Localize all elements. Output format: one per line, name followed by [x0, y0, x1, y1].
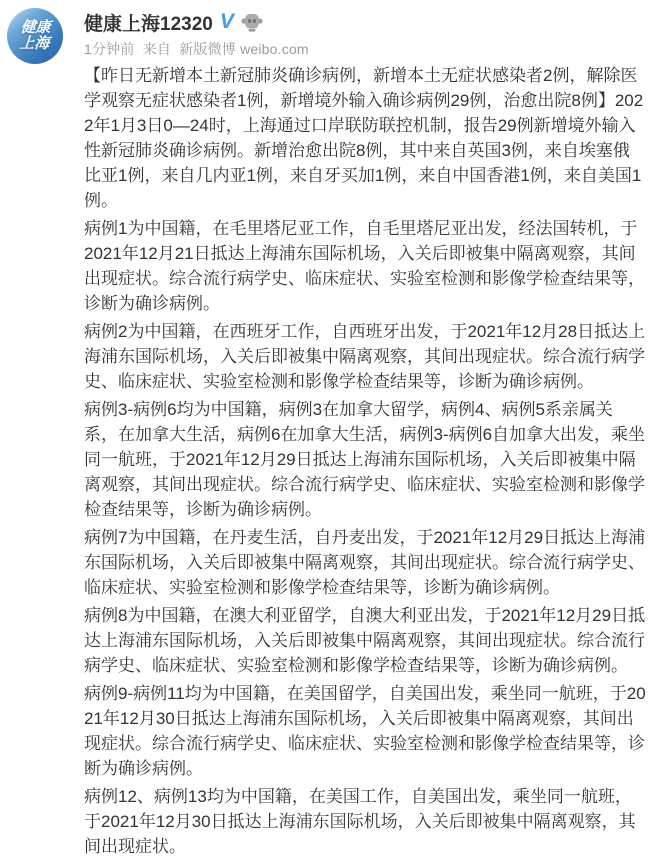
post-meta [84, 39, 649, 59]
post-timestamp[interactable]: 1分钟前 [84, 41, 135, 57]
post-paragraph: 病例7为中国籍，在丹麦生活，自丹麦出发，于2021年12月29日抵达上海浦东国际机场，入关后即被集中隔离观察，其间出现症状。综合流行病学史、临床症状、实验室检测和影像学检查结果等，诊断为确诊病例。 [84, 528, 646, 597]
source-prefix: 来自 [142, 41, 172, 57]
author-name[interactable]: 健康上海12320 [84, 13, 213, 35]
post-paragraph: 病例12、病例13均为中国籍，在美国工作，自美国出发，乘坐同一航班，于2021年12月30日抵达上海浦东国际机场，入关后即被集中隔离观察，其间出现症状。 [84, 787, 636, 856]
robot-icon [241, 12, 263, 32]
post-paragraph: 病例1为中国籍，在毛里塔尼亚工作，自毛里塔尼亚出发，经法国转机，于2021年12月21日抵达上海浦东国际机场，入关后即被集中隔离观察，其间出现症状。综合流行病学史、临床症状、实验室检测和影像学检查结果等，诊断为确诊病例。 [84, 219, 645, 313]
avatar-logo-line2: 上海 [18, 35, 51, 52]
post-content [84, 63, 646, 862]
post-paragraph: 病例8为中国籍，在澳大利亚留学，自澳大利亚出发，于2021年12月29日抵达上海浦东国际机场，入关后即被集中隔离观察，其间出现症状。综合流行病学史、临床症状、实验室检测和影像学检查结果等，诊断为确诊病例。 [84, 606, 646, 675]
avatar-logo-line1: 健康 [19, 19, 52, 36]
author-name-row [84, 10, 649, 34]
post-paragraph: 病例9-病例11均为中国籍，在美国留学，自美国出发，乘坐同一航班，于2021年12月30日抵达上海浦东国际机场，入关后即被集中隔离观察，其间出现症状。综合流行病学史、临床症状、实验室检测和影像学检查结果等，诊断为确诊病例。 [84, 684, 646, 778]
post-paragraph: 病例3-病例6均为中国籍，病例3在加拿大留学，病例4、病例5系亲属关系，在加拿大生活，病例6在加拿大生活，病例3-病例6自加拿大出发，乘坐同一航班，于2021年12月29日抵达上海浦东国际机场，入关后即被集中隔离观察，其间出现症状。综合流行病学史、临床症状、实验室检测和影像学检查结果等，诊断为确诊病例。 [84, 400, 646, 519]
post-paragraph: 【昨日无新增本土新冠肺炎确诊病例，新增本土无症状感染者2例，解除医学观察无症状感染者1例，新增境外输入确诊病例29例，治愈出院8例】2022年1月3日0—24时，上海通过口岸联防联控机制，报告29例新增境外输入性新冠肺炎确诊病例。新增治愈出院8例，其中来自英国3例，来自埃塞俄比亚1例，来自几内亚1例，来自牙买加1例，来自中国香港1例，来自美国1例。 [84, 66, 644, 210]
source-link[interactable]: 新版微博 weibo.com [179, 41, 309, 57]
post-paragraph: 病例2为中国籍，在西班牙工作，自西班牙出发，于2021年12月28日抵达上海浦东国际机场，入关后即被集中隔离观察，其间出现症状。综合流行病学史、临床症状、实验室检测和影像学检查结果等，诊断为确诊病例。 [84, 322, 646, 391]
verified-badge-icon: V [219, 10, 234, 33]
avatar-logo-text [19, 20, 51, 52]
post-header [84, 10, 649, 59]
avatar[interactable] [7, 8, 63, 64]
